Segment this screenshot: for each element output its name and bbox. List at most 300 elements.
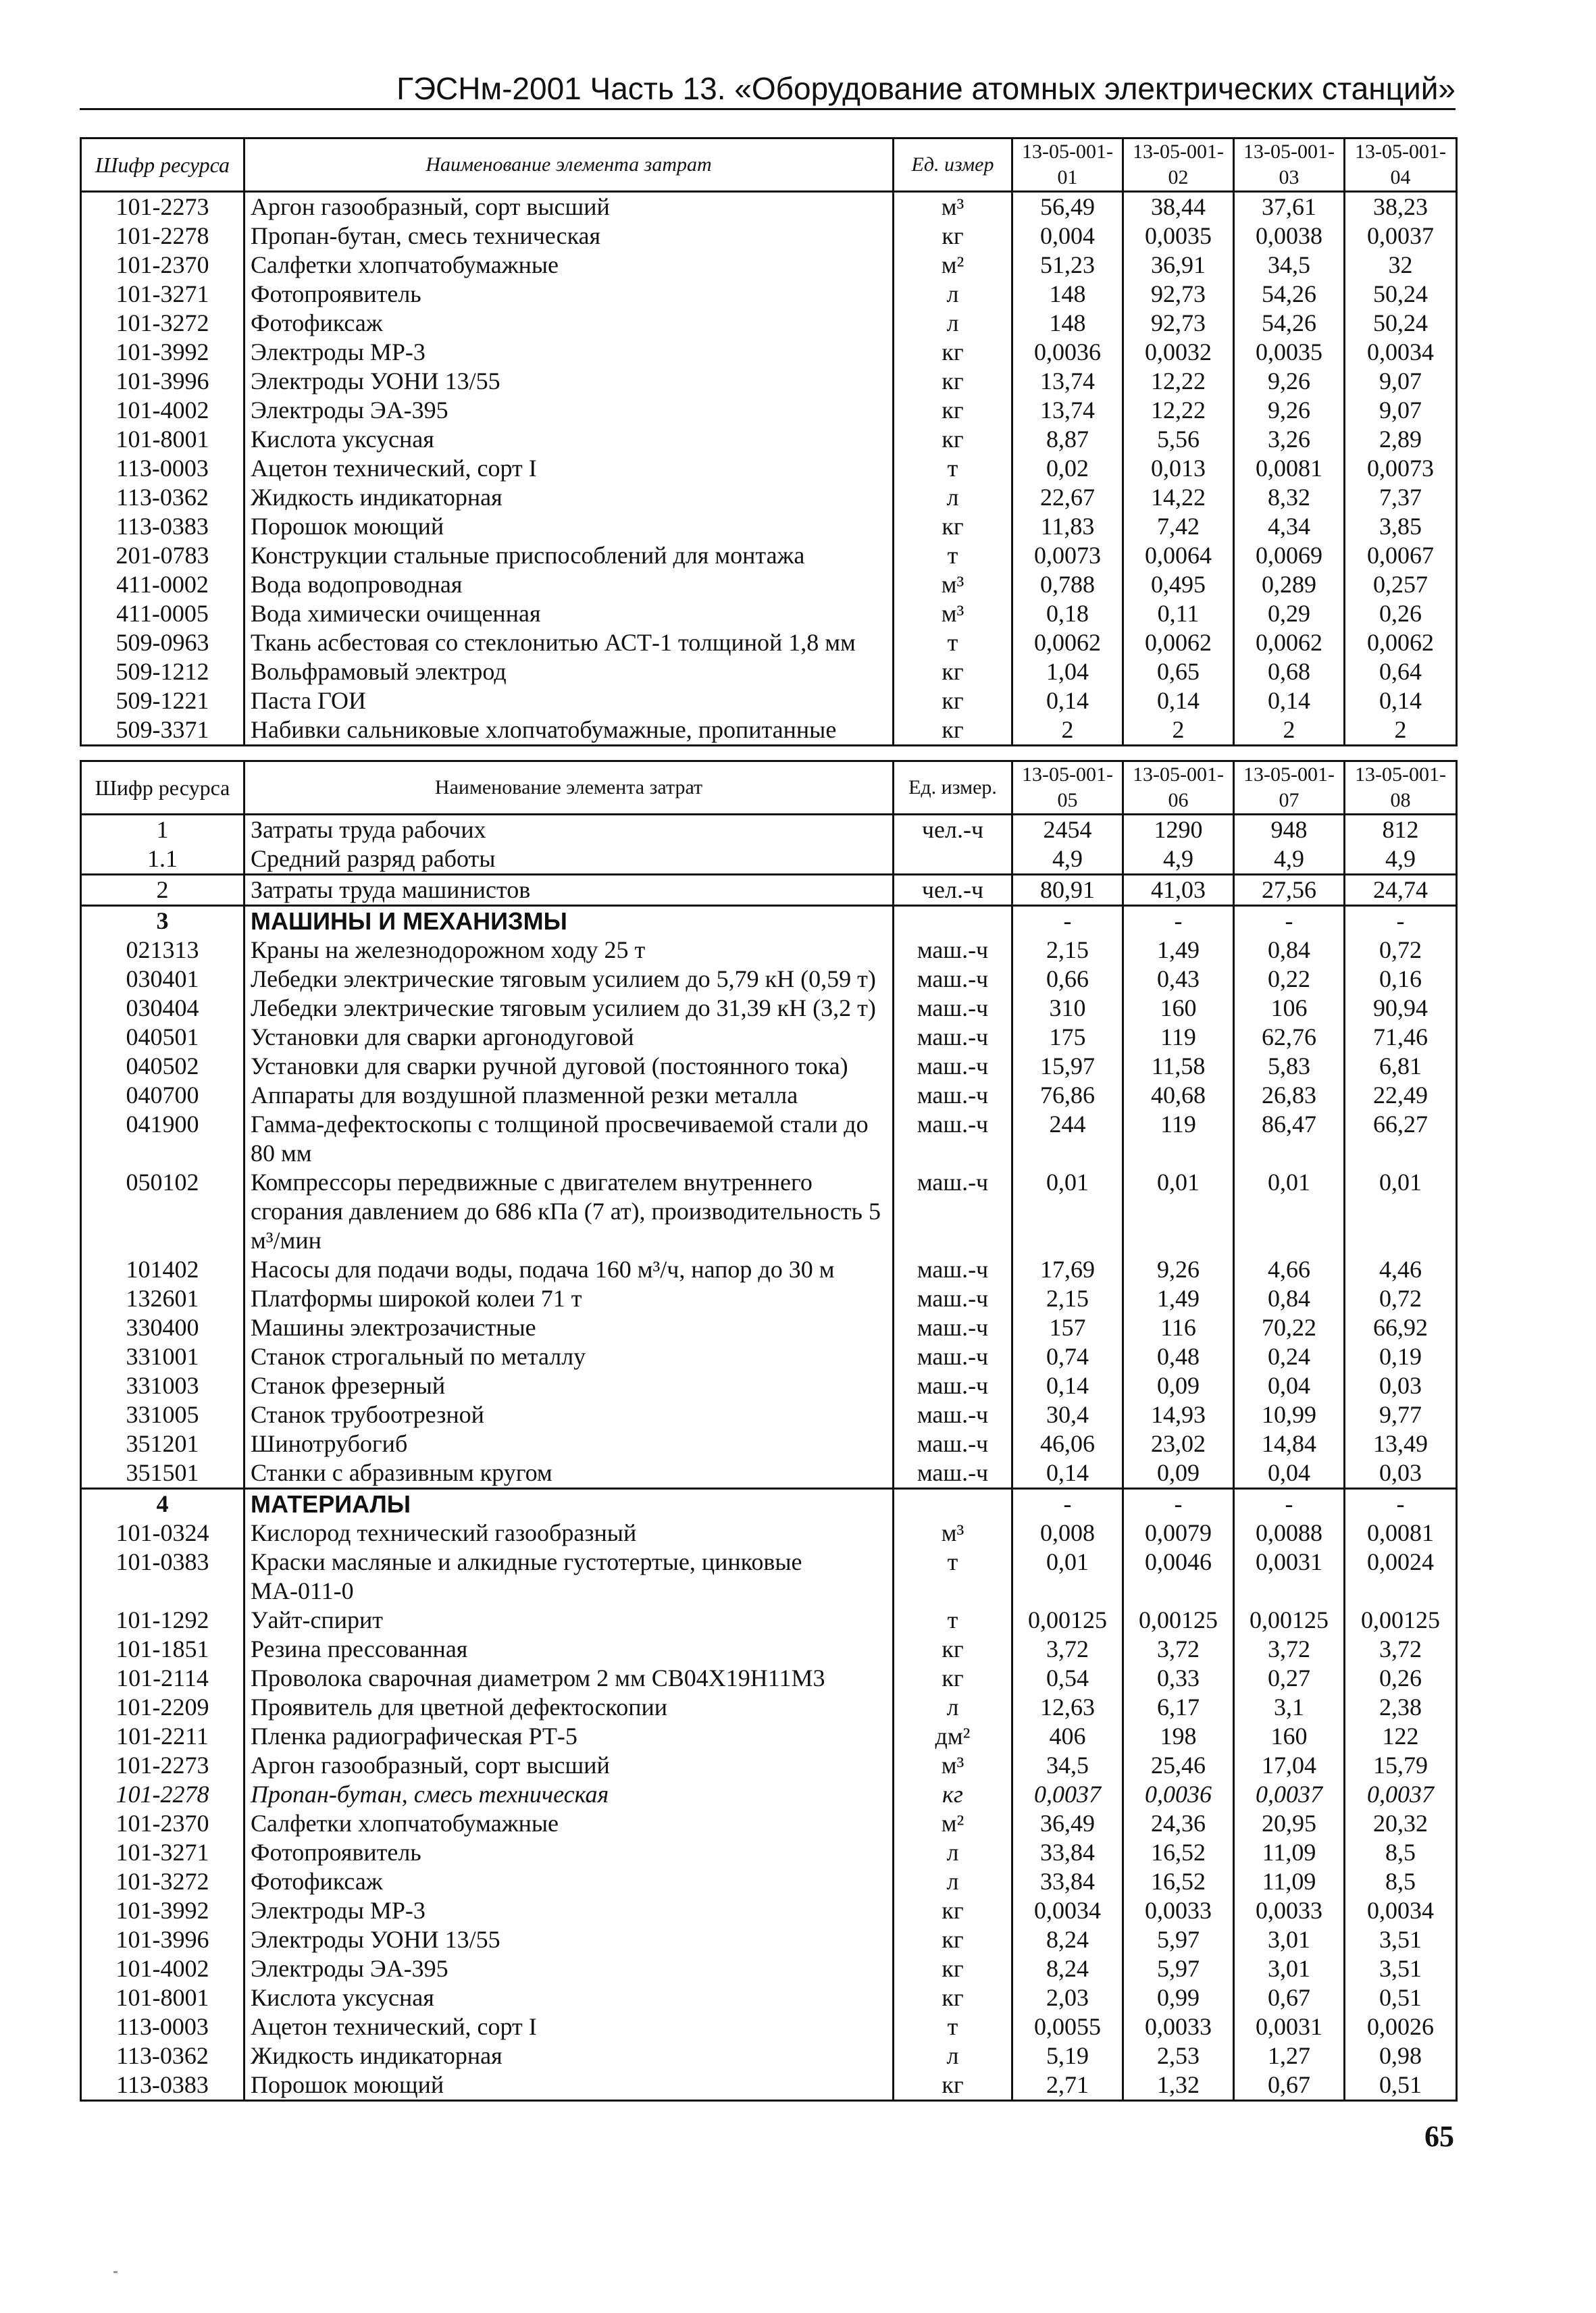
cell-code: 411-0005 — [81, 599, 244, 628]
cell-name: Аргон газообразный, сорт высший — [244, 1751, 894, 1780]
cell-value: 38,23 — [1345, 192, 1457, 222]
cell-unit: чел.-ч — [894, 815, 1012, 845]
table-row — [81, 1809, 1457, 1838]
cell-value: 5,97 — [1123, 1925, 1234, 1954]
col-header-norm-8: 13-05-001-08 — [1345, 761, 1457, 815]
cell-value: 34,5 — [1012, 1751, 1123, 1780]
cell-value: 0,04 — [1234, 1371, 1345, 1400]
cell-value: 1,27 — [1234, 2041, 1345, 2070]
cell-code: 040502 — [81, 1052, 244, 1081]
cell-value: 0,43 — [1123, 965, 1234, 994]
resource-table-1 — [80, 137, 1458, 746]
cell-value: 148 — [1012, 280, 1123, 309]
cell-unit: т — [894, 541, 1012, 570]
cell-code: 1.1 — [81, 844, 244, 875]
cell-value: 0,14 — [1123, 686, 1234, 715]
cell-value: 70,22 — [1234, 1313, 1345, 1342]
cell-unit: л — [894, 1693, 1012, 1722]
cell-unit — [894, 844, 1012, 875]
cell-unit: маш.-ч — [894, 936, 1012, 965]
cell-name: Аргон газообразный, сорт высший — [244, 192, 894, 222]
cell-value: 12,63 — [1012, 1693, 1123, 1722]
cell-value: 0,98 — [1345, 2041, 1457, 2070]
cell-name: Станки с абразивным кругом — [244, 1458, 894, 1489]
cell-value: 27,56 — [1234, 875, 1345, 906]
cell-unit: т — [894, 2012, 1012, 2041]
cell-value: 0,0081 — [1345, 1519, 1457, 1548]
cell-value: 4,46 — [1345, 1255, 1457, 1284]
cell-value: 0,0073 — [1012, 541, 1123, 570]
cell-code: 101-1851 — [81, 1635, 244, 1664]
cell-name: Станок фрезерный — [244, 1371, 894, 1400]
cell-name: Конструкции стальные приспособлений для монтажа — [244, 541, 894, 570]
table-row — [81, 1780, 1457, 1809]
cell-value: 9,26 — [1123, 1255, 1234, 1284]
cell-value: 14,93 — [1123, 1400, 1234, 1429]
cell-value: 0,0046 — [1123, 1548, 1234, 1606]
col-header-name: Наименование элемента затрат — [244, 138, 894, 192]
cell-code: 040700 — [81, 1081, 244, 1110]
cell-code: 101-2278 — [81, 1780, 244, 1809]
cell-value: 0,16 — [1345, 965, 1457, 994]
cell-value: 0,0035 — [1123, 222, 1234, 251]
cell-value: 54,26 — [1234, 280, 1345, 309]
cell-unit: кг — [894, 1664, 1012, 1693]
cell-value: 0,14 — [1345, 686, 1457, 715]
cell-code: 101402 — [81, 1255, 244, 1284]
cell-value: 0,64 — [1345, 657, 1457, 686]
cell-name: Жидкость индикаторная — [244, 483, 894, 512]
cell-unit: л — [894, 280, 1012, 309]
cell-code: 101-2273 — [81, 1751, 244, 1780]
cell-value: 0,0062 — [1012, 628, 1123, 657]
table-row — [81, 599, 1457, 628]
cell-name: Уайт-спирит — [244, 1606, 894, 1635]
cell-unit: т — [894, 1606, 1012, 1635]
cell-unit: кг — [894, 425, 1012, 454]
cell-value: - — [1234, 906, 1345, 936]
cell-code: 101-2114 — [81, 1664, 244, 1693]
cell-value: 0,495 — [1123, 570, 1234, 599]
cell-name: Кислород технический газообразный — [244, 1519, 894, 1548]
cell-unit: л — [894, 483, 1012, 512]
table-row — [81, 715, 1457, 746]
cell-unit: л — [894, 1838, 1012, 1867]
cell-unit: м² — [894, 1809, 1012, 1838]
cell-value: - — [1012, 1489, 1123, 1519]
cell-unit: маш.-ч — [894, 1313, 1012, 1342]
cell-value: 0,84 — [1234, 1284, 1345, 1313]
cell-code: 101-4002 — [81, 396, 244, 425]
cell-value: 1290 — [1123, 815, 1234, 845]
cell-code: 331001 — [81, 1342, 244, 1371]
cell-unit: кг — [894, 1925, 1012, 1954]
cell-unit: кг — [894, 338, 1012, 367]
cell-name: Краски масляные и алкидные густотертые, цинковые МА-011-0 — [244, 1548, 894, 1606]
cell-unit: кг — [894, 1780, 1012, 1809]
cell-value: 0,0088 — [1234, 1519, 1345, 1548]
cell-code: 101-3992 — [81, 338, 244, 367]
cell-name: Паста ГОИ — [244, 686, 894, 715]
table-row — [81, 1110, 1457, 1168]
table-row — [81, 1168, 1457, 1255]
cell-value: 0,0036 — [1123, 1780, 1234, 1809]
cell-value: - — [1345, 1489, 1457, 1519]
cell-unit: кг — [894, 512, 1012, 541]
cell-name: Фотопроявитель — [244, 1838, 894, 1867]
cell-code: 113-0362 — [81, 483, 244, 512]
table-row — [81, 1548, 1457, 1606]
cell-code: 351201 — [81, 1429, 244, 1458]
cell-value: 3,72 — [1012, 1635, 1123, 1664]
cell-value: 13,49 — [1345, 1429, 1457, 1458]
cell-code: 101-2370 — [81, 251, 244, 280]
cell-value: 40,68 — [1123, 1081, 1234, 1110]
cell-value: 7,42 — [1123, 512, 1234, 541]
cell-code: 509-3371 — [81, 715, 244, 746]
cell-value: 0,14 — [1012, 1371, 1123, 1400]
cell-unit: кг — [894, 367, 1012, 396]
cell-value: 0,51 — [1345, 2070, 1457, 2101]
cell-code: 101-3996 — [81, 367, 244, 396]
cell-unit: кг — [894, 222, 1012, 251]
cell-value: 0,67 — [1234, 1983, 1345, 2012]
cell-value: 0,02 — [1012, 454, 1123, 483]
cell-name: Резина прессованная — [244, 1635, 894, 1664]
cell-unit: м³ — [894, 1519, 1012, 1548]
cell-value: 0,0026 — [1345, 2012, 1457, 2041]
cell-value: 24,36 — [1123, 1809, 1234, 1838]
cell-value: 16,52 — [1123, 1838, 1234, 1867]
cell-value: 9,07 — [1345, 396, 1457, 425]
cell-value: - — [1345, 906, 1457, 936]
cell-name: Порошок моющий — [244, 512, 894, 541]
cell-code: 101-3272 — [81, 1867, 244, 1896]
cell-value: 5,83 — [1234, 1052, 1345, 1081]
cell-value: 50,24 — [1345, 309, 1457, 338]
cell-unit: маш.-ч — [894, 1400, 1012, 1429]
cell-name: Краны на железнодорожном ходу 25 т — [244, 936, 894, 965]
cell-value: 22,49 — [1345, 1081, 1457, 1110]
cell-value: 244 — [1012, 1110, 1123, 1168]
cell-value: 22,67 — [1012, 483, 1123, 512]
cell-name: Электроды МР-3 — [244, 338, 894, 367]
page-header-title: ГЭСНм-2001 Часть 13. «Оборудование атомных электрических станций» — [396, 71, 1456, 106]
cell-value: 4,66 — [1234, 1255, 1345, 1284]
cell-name: Установки для сварки ручной дуговой (постоянного тока) — [244, 1052, 894, 1081]
cell-value: 0,0033 — [1123, 1896, 1234, 1925]
cell-value: 2 — [1123, 715, 1234, 746]
table-row — [81, 906, 1457, 936]
cell-unit: кг — [894, 396, 1012, 425]
cell-value: 0,788 — [1012, 570, 1123, 599]
cell-value: 0,0032 — [1123, 338, 1234, 367]
cell-value: 0,84 — [1234, 936, 1345, 965]
cell-code: 113-0003 — [81, 2012, 244, 2041]
cell-value: 119 — [1123, 1110, 1234, 1168]
cell-name: Фотофиксаж — [244, 1867, 894, 1896]
cell-value: 106 — [1234, 994, 1345, 1023]
cell-value: 0,01 — [1345, 1168, 1457, 1255]
cell-value: 9,26 — [1234, 367, 1345, 396]
cell-unit: м³ — [894, 1751, 1012, 1780]
table-row — [81, 965, 1457, 994]
cell-value: 2,03 — [1012, 1983, 1123, 2012]
cell-value: 0,09 — [1123, 1371, 1234, 1400]
cell-value: 0,09 — [1123, 1458, 1234, 1489]
cell-unit: т — [894, 454, 1012, 483]
cell-unit: м³ — [894, 570, 1012, 599]
cell-value: 92,73 — [1123, 309, 1234, 338]
cell-code: 331003 — [81, 1371, 244, 1400]
cell-code: 411-0002 — [81, 570, 244, 599]
cell-value: 36,91 — [1123, 251, 1234, 280]
cell-name: Станок трубоотрезной — [244, 1400, 894, 1429]
cell-value: 0,0062 — [1123, 628, 1234, 657]
cell-value: 23,02 — [1123, 1429, 1234, 1458]
cell-code: 113-0383 — [81, 512, 244, 541]
cell-value: 14,84 — [1234, 1429, 1345, 1458]
table-row — [81, 1896, 1457, 1925]
cell-value: 0,48 — [1123, 1342, 1234, 1371]
cell-name: Вольфрамовый электрод — [244, 657, 894, 686]
cell-code: 132601 — [81, 1284, 244, 1313]
cell-value: 80,91 — [1012, 875, 1123, 906]
cell-code: 101-3271 — [81, 1838, 244, 1867]
cell-value: 0,289 — [1234, 570, 1345, 599]
cell-value: 0,0035 — [1234, 338, 1345, 367]
table-row — [81, 1284, 1457, 1313]
cell-value: 8,24 — [1012, 1954, 1123, 1983]
cell-value: 0,0034 — [1345, 338, 1457, 367]
table-2-header — [81, 761, 1457, 815]
cell-value: 0,0034 — [1012, 1896, 1123, 1925]
cell-name: Затраты труда машинистов — [244, 875, 894, 906]
cell-name: Ацетон технический, сорт I — [244, 2012, 894, 2041]
cell-name: Электроды ЭА-395 — [244, 396, 894, 425]
table-row — [81, 1925, 1457, 1954]
cell-value: 0,18 — [1012, 599, 1123, 628]
cell-value: 0,01 — [1012, 1548, 1123, 1606]
cell-name: Гамма-дефектоскопы с толщиной просвечиваемой стали до 80 мм — [244, 1110, 894, 1168]
cell-value: 13,74 — [1012, 396, 1123, 425]
cell-code: 509-0963 — [81, 628, 244, 657]
cell-value: 0,51 — [1345, 1983, 1457, 2012]
cell-unit: маш.-ч — [894, 1342, 1012, 1371]
table-row — [81, 875, 1457, 906]
cell-name: Лебедки электрические тяговым усилием до 31,39 кН (3,2 т) — [244, 994, 894, 1023]
table-row — [81, 1458, 1457, 1489]
cell-value: 0,26 — [1345, 1664, 1457, 1693]
table-row — [81, 1489, 1457, 1519]
cell-value: 0,01 — [1234, 1168, 1345, 1255]
cell-unit: чел.-ч — [894, 875, 1012, 906]
cell-value: 0,0033 — [1234, 1896, 1345, 1925]
cell-value: 0,0037 — [1345, 1780, 1457, 1809]
cell-code: 101-2370 — [81, 1809, 244, 1838]
cell-value: 32 — [1345, 251, 1457, 280]
cell-name: Вода химически очищенная — [244, 599, 894, 628]
cell-unit: л — [894, 1867, 1012, 1896]
cell-name: Порошок моющий — [244, 2070, 894, 2101]
table-row — [81, 280, 1457, 309]
table-row — [81, 541, 1457, 570]
cell-value: 160 — [1234, 1722, 1345, 1751]
cell-name: Проволока сварочная диаметром 2 мм СВ04Х19Н11М3 — [244, 1664, 894, 1693]
cell-value: 24,74 — [1345, 875, 1457, 906]
cell-unit: маш.-ч — [894, 1371, 1012, 1400]
cell-value: 9,77 — [1345, 1400, 1457, 1429]
cell-value: 0,74 — [1012, 1342, 1123, 1371]
cell-value: 9,07 — [1345, 367, 1457, 396]
cell-name: Платформы широкой колеи 71 т — [244, 1284, 894, 1313]
cell-unit: кг — [894, 2070, 1012, 2101]
table-row — [81, 1635, 1457, 1664]
cell-value: 0,013 — [1123, 454, 1234, 483]
table-row — [81, 1983, 1457, 2012]
col-header-unit: Ед. измер — [894, 138, 1012, 192]
cell-code: 101-2211 — [81, 1722, 244, 1751]
table-row — [81, 1255, 1457, 1284]
table-row — [81, 657, 1457, 686]
cell-value: 148 — [1012, 309, 1123, 338]
col-header-norm-7: 13-05-001-07 — [1234, 761, 1345, 815]
cell-name: Средний разряд работы — [244, 844, 894, 875]
cell-value: 71,46 — [1345, 1023, 1457, 1052]
cell-value: 41,03 — [1123, 875, 1234, 906]
cell-value: 2,89 — [1345, 425, 1457, 454]
cell-value: 2,15 — [1012, 936, 1123, 965]
cell-code: 040501 — [81, 1023, 244, 1052]
cell-value: 8,24 — [1012, 1925, 1123, 1954]
cell-value: 4,9 — [1123, 844, 1234, 875]
cell-value: 5,19 — [1012, 2041, 1123, 2070]
cell-value: 51,23 — [1012, 251, 1123, 280]
cell-code: 030404 — [81, 994, 244, 1023]
cell-unit: маш.-ч — [894, 1429, 1012, 1458]
cell-value: 0,14 — [1234, 686, 1345, 715]
cell-code: 113-0362 — [81, 2041, 244, 2070]
cell-name: МАШИНЫ И МЕХАНИЗМЫ — [244, 906, 894, 936]
cell-value: 0,0073 — [1345, 454, 1457, 483]
table-row — [81, 1722, 1457, 1751]
table-row — [81, 1052, 1457, 1081]
col-header-norm-2: 13-05-001-02 — [1123, 138, 1234, 192]
cell-value: 0,0055 — [1012, 2012, 1123, 2041]
cell-unit: маш.-ч — [894, 1284, 1012, 1313]
cell-code: 101-2278 — [81, 222, 244, 251]
col-header-code: Шифр ресурса — [81, 138, 244, 192]
table-row — [81, 570, 1457, 599]
cell-value: 0,04 — [1234, 1458, 1345, 1489]
cell-value: 26,83 — [1234, 1081, 1345, 1110]
cell-value: 0,11 — [1123, 599, 1234, 628]
table-row — [81, 425, 1457, 454]
cell-value: 0,68 — [1234, 657, 1345, 686]
cell-value: 4,9 — [1234, 844, 1345, 875]
cell-value: 0,14 — [1012, 1458, 1123, 1489]
cell-code: 101-2273 — [81, 192, 244, 222]
cell-code: 101-0324 — [81, 1519, 244, 1548]
cell-name: Электроды УОНИ 13/55 — [244, 367, 894, 396]
cell-value: 34,5 — [1234, 251, 1345, 280]
cell-code: 113-0003 — [81, 454, 244, 483]
cell-unit: маш.-ч — [894, 965, 1012, 994]
table-row — [81, 454, 1457, 483]
cell-code: 021313 — [81, 936, 244, 965]
table-row — [81, 1342, 1457, 1371]
cell-value: 0,14 — [1012, 686, 1123, 715]
cell-value: 90,94 — [1345, 994, 1457, 1023]
cell-value: 0,03 — [1345, 1371, 1457, 1400]
cell-unit: дм² — [894, 1722, 1012, 1751]
cell-value: 0,29 — [1234, 599, 1345, 628]
cell-value: 8,32 — [1234, 483, 1345, 512]
table-row — [81, 686, 1457, 715]
cell-value: 406 — [1012, 1722, 1123, 1751]
cell-unit: маш.-ч — [894, 994, 1012, 1023]
cell-unit: кг — [894, 1896, 1012, 1925]
cell-code: 101-3992 — [81, 1896, 244, 1925]
cell-code: 201-0783 — [81, 541, 244, 570]
cell-value: 0,0037 — [1345, 222, 1457, 251]
table-row — [81, 2070, 1457, 2101]
cell-value: 119 — [1123, 1023, 1234, 1052]
cell-value: 0,01 — [1012, 1168, 1123, 1255]
col-header-name: Наименование элемента затрат — [244, 761, 894, 815]
cell-unit: кг — [894, 715, 1012, 746]
col-header-code: Шифр ресурса — [81, 761, 244, 815]
table-2-body — [81, 815, 1457, 2101]
cell-value: 0,27 — [1234, 1664, 1345, 1693]
cell-name: Электроды МР-3 — [244, 1896, 894, 1925]
cell-value: 0,0079 — [1123, 1519, 1234, 1548]
cell-name: Пленка радиографическая РТ-5 — [244, 1722, 894, 1751]
cell-value: 3,01 — [1234, 1954, 1345, 1983]
cell-value: 9,26 — [1234, 396, 1345, 425]
cell-value: 0,0033 — [1123, 2012, 1234, 2041]
cell-code: 330400 — [81, 1313, 244, 1342]
cell-value: 62,76 — [1234, 1023, 1345, 1052]
cell-value: - — [1012, 906, 1123, 936]
cell-value: 15,79 — [1345, 1751, 1457, 1780]
scan-artifact-dot — [113, 2271, 118, 2273]
cell-value: 3,51 — [1345, 1954, 1457, 1983]
cell-name: Лебедки электрические тяговым усилием до 5,79 кН (0,59 т) — [244, 965, 894, 994]
table-row — [81, 251, 1457, 280]
cell-name: Салфетки хлопчатобумажные — [244, 251, 894, 280]
cell-unit: кг — [894, 686, 1012, 715]
cell-value: 6,17 — [1123, 1693, 1234, 1722]
table-1-header — [81, 138, 1457, 192]
cell-value: - — [1123, 906, 1234, 936]
cell-value: 0,72 — [1345, 1284, 1457, 1313]
cell-value: 3,51 — [1345, 1925, 1457, 1954]
cell-value: 3,72 — [1234, 1635, 1345, 1664]
cell-value: 66,27 — [1345, 1110, 1457, 1168]
table-row — [81, 512, 1457, 541]
cell-value: 0,00125 — [1012, 1606, 1123, 1635]
cell-value: 46,06 — [1012, 1429, 1123, 1458]
cell-code: 3 — [81, 906, 244, 936]
cell-value: 0,008 — [1012, 1519, 1123, 1548]
cell-value: 2,38 — [1345, 1693, 1457, 1722]
table-1-body — [81, 192, 1457, 746]
cell-name: Ткань асбестовая со стеклонитью АСТ-1 толщиной 1,8 мм — [244, 628, 894, 657]
table-row — [81, 2041, 1457, 2070]
cell-value: 1,32 — [1123, 2070, 1234, 2101]
cell-value: 2 — [1012, 715, 1123, 746]
